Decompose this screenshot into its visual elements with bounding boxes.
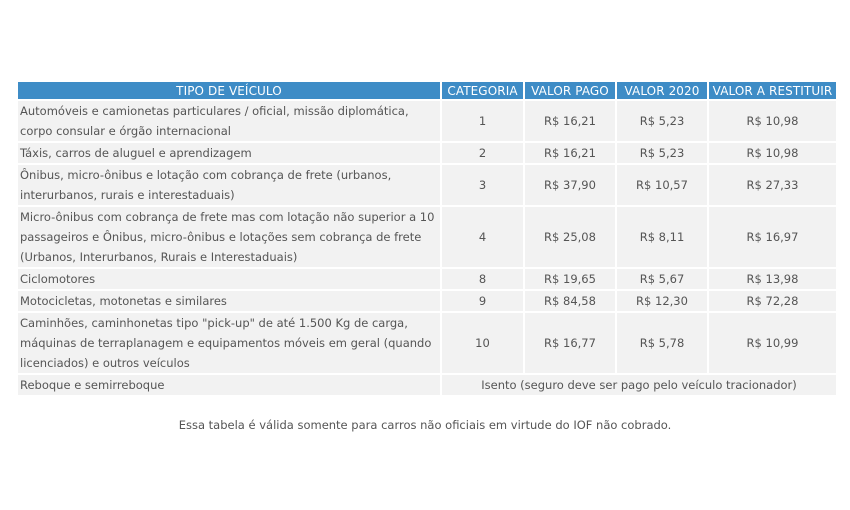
vehicle-type-cell: Táxis, carros de aluguel e aprendizagem xyxy=(18,143,440,163)
amount-paid-cell: R$ 16,21 xyxy=(525,101,615,141)
category-cell: 8 xyxy=(442,269,523,289)
vehicle-type-cell: Automóveis e camionetas particulares / oficial, missão diplomática, corpo consular e órgão internacional xyxy=(18,101,440,141)
amount-2020-cell: R$ 10,57 xyxy=(617,165,707,205)
vehicle-type-cell: Reboque e semirreboque xyxy=(18,375,440,395)
vehicle-fee-table xyxy=(16,80,838,397)
refund-amount-cell: R$ 10,98 xyxy=(709,101,836,141)
table-row xyxy=(18,143,836,163)
header-valor-restituir: VALOR A RESTITUIR xyxy=(709,82,836,99)
refund-amount-cell: R$ 72,28 xyxy=(709,291,836,311)
vehicle-fee-table-container xyxy=(18,80,838,397)
amount-paid-cell: R$ 25,08 xyxy=(525,207,615,267)
header-valor-pago: VALOR PAGO xyxy=(525,82,615,99)
amount-paid-cell: R$ 16,77 xyxy=(525,313,615,373)
table-row xyxy=(18,165,836,205)
table-row xyxy=(18,269,836,289)
category-cell: 10 xyxy=(442,313,523,373)
refund-amount-cell: R$ 10,98 xyxy=(709,143,836,163)
amount-paid-cell: R$ 16,21 xyxy=(525,143,615,163)
vehicle-type-cell: Ônibus, micro-ônibus e lotação com cobrança de frete (urbanos, interurbanos, rurais e interestaduais) xyxy=(18,165,440,205)
vehicle-type-cell: Motocicletas, motonetas e similares xyxy=(18,291,440,311)
refund-amount-cell: R$ 16,97 xyxy=(709,207,836,267)
header-valor-2020: VALOR 2020 xyxy=(617,82,707,99)
category-cell: 4 xyxy=(442,207,523,267)
table-row xyxy=(18,291,836,311)
amount-2020-cell: R$ 12,30 xyxy=(617,291,707,311)
category-cell: 9 xyxy=(442,291,523,311)
exempt-note-cell: Isento (seguro deve ser pago pelo veículo tracionador) xyxy=(442,375,836,395)
table-row xyxy=(18,101,836,141)
category-cell: 1 xyxy=(442,101,523,141)
table-row xyxy=(18,313,836,373)
amount-paid-cell: R$ 37,90 xyxy=(525,165,615,205)
amount-2020-cell: R$ 5,78 xyxy=(617,313,707,373)
table-footnote: Essa tabela é válida somente para carros não oficiais em virtude do IOF não cobrado. xyxy=(178,418,672,432)
table-row xyxy=(18,207,836,267)
refund-amount-cell: R$ 10,99 xyxy=(709,313,836,373)
header-categoria: CATEGORIA xyxy=(442,82,523,99)
vehicle-type-cell: Ciclomotores xyxy=(18,269,440,289)
category-cell: 3 xyxy=(442,165,523,205)
vehicle-type-cell: Micro-ônibus com cobrança de frete mas com lotação não superior a 10 passageiros e Ônibus, micro-ônibus e lotações sem cobrança de frete (Urbanos, Interurbanos, Rurais e Interestaduais) xyxy=(18,207,440,267)
amount-2020-cell: R$ 5,67 xyxy=(617,269,707,289)
category-cell: 2 xyxy=(442,143,523,163)
amount-paid-cell: R$ 84,58 xyxy=(525,291,615,311)
amount-2020-cell: R$ 5,23 xyxy=(617,101,707,141)
header-tipo-veiculo: TIPO DE VEÍCULO xyxy=(18,82,440,99)
amount-2020-cell: R$ 8,11 xyxy=(617,207,707,267)
amount-2020-cell: R$ 5,23 xyxy=(617,143,707,163)
table-row-exempt xyxy=(18,375,836,395)
vehicle-type-cell: Caminhões, caminhonetas tipo "pick-up" de até 1.500 Kg de carga, máquinas de terraplanagem e equipamentos móveis em geral (quando licenciados) e outros veículos xyxy=(18,313,440,373)
amount-paid-cell: R$ 19,65 xyxy=(525,269,615,289)
refund-amount-cell: R$ 13,98 xyxy=(709,269,836,289)
refund-amount-cell: R$ 27,33 xyxy=(709,165,836,205)
table-header-row xyxy=(18,82,836,99)
